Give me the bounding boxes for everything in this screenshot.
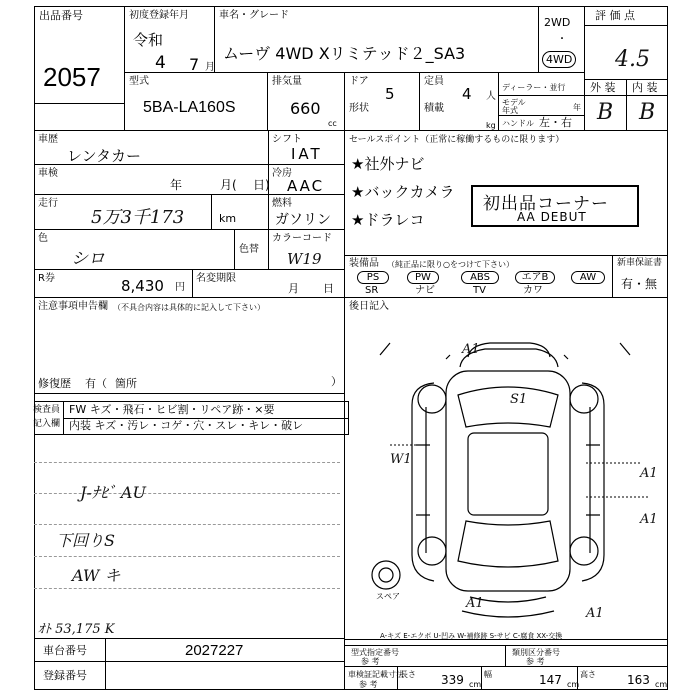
inspection-month: 月( <box>220 178 237 192</box>
model-box <box>124 72 268 131</box>
designation-ref: 参 考 <box>361 657 380 666</box>
warranty-box <box>612 255 668 298</box>
handwritten-note-2: 下回りS <box>56 531 115 550</box>
drive-dot: ・ <box>557 34 567 45</box>
diagram-mark-5: A1 <box>640 512 658 527</box>
lot-box <box>34 6 125 104</box>
repair-value: 有（ <box>85 377 107 390</box>
first-reg-box <box>124 6 215 73</box>
handle-value: 左・右 <box>539 116 572 129</box>
sales-points-label: セールスポイント（正常に稼働するものに限ります） <box>349 135 565 145</box>
reg-year: 4 <box>155 53 166 73</box>
equipment-sub: （純正品に限り○をつけて下さい） <box>387 260 514 269</box>
warranty-value: 有・無 <box>621 277 658 291</box>
length-label: 長さ <box>400 670 416 679</box>
sales-point-1: ★社外ナビ <box>351 155 425 173</box>
lot-number: 2057 <box>43 62 101 92</box>
repair-suffix: 箇所 <box>115 377 137 390</box>
repair-label: 修復歴 <box>38 377 71 390</box>
mileage-label: 走行 <box>38 198 58 209</box>
inspection-year: 年 <box>170 178 183 192</box>
size-ref: 参 考 <box>359 680 378 689</box>
color-box <box>34 229 235 270</box>
height-unit: cm <box>655 680 668 689</box>
equip-tv: TV <box>473 285 486 296</box>
displacement-label: 排気量 <box>272 76 302 87</box>
inspector-box <box>34 401 349 435</box>
handwritten-note-4: ｵﾄ 53,175 K <box>38 622 115 637</box>
diagram-mark-6: A1 <box>466 596 484 611</box>
model-label: 型式 <box>129 76 149 87</box>
equip-navi: ナビ <box>415 285 435 296</box>
exterior-box <box>584 79 627 131</box>
recycle-unit: 円 <box>175 282 185 293</box>
interior-score: B <box>639 100 656 125</box>
size-box <box>344 666 668 690</box>
handwritten-note-3: AW キ <box>72 566 121 585</box>
inspection-box <box>34 164 269 195</box>
width-value: 147 <box>539 673 562 687</box>
doors-label: ドア <box>349 76 369 87</box>
doors-value: 5 <box>385 85 395 103</box>
inspector-row1: FW キズ・飛石・ヒビ割・リペア跡・×要 <box>69 403 275 416</box>
exterior-score: B <box>597 100 614 125</box>
shape-label: 形状 <box>349 103 369 114</box>
interior-box <box>626 79 668 131</box>
history-label: 車歴 <box>38 134 58 145</box>
model-year-label: モデル <box>502 98 526 107</box>
debut-corner <box>471 185 639 227</box>
recycle-label: R券 <box>38 273 55 284</box>
size-label: 車検証記載寸法 <box>348 670 404 679</box>
notes-sub: （不具合内容は具体的に記入して下さい） <box>113 303 265 312</box>
dealer-label: ディーラー・並行 <box>502 83 566 92</box>
displacement-unit: cc <box>328 119 337 128</box>
load-unit: kg <box>486 121 496 130</box>
reg-month: 7 <box>189 55 200 74</box>
shift-label: シフト <box>272 134 302 145</box>
fuel-value: ガソリン <box>275 212 331 228</box>
drive-box <box>538 6 585 73</box>
capacity-value: 4 <box>462 85 472 103</box>
score-value: 4.5 <box>615 47 650 72</box>
diagram-label: 後日記入 <box>349 301 389 312</box>
sales-point-2: ★バックカメラ <box>351 183 455 201</box>
designation-label: 型式指定番号 <box>351 648 399 657</box>
chassis-label: 車台番号 <box>43 644 87 657</box>
equip-sr: SR <box>365 285 379 296</box>
history-box <box>34 130 269 165</box>
recycle-box <box>34 269 193 298</box>
diagram-mark-2: S1 <box>510 392 528 407</box>
chassis-box <box>34 638 345 662</box>
load-label: 積載 <box>424 103 444 114</box>
notes-box <box>34 297 345 394</box>
history-value: レンタカー <box>67 147 142 165</box>
equipment-label: 装備品 <box>349 258 379 269</box>
chassis-value: 2027227 <box>185 642 244 659</box>
recolor-box <box>234 229 269 270</box>
height-value: 163 <box>627 673 650 687</box>
ac-value: AAC <box>287 177 325 195</box>
car-diagram <box>350 315 662 637</box>
diagram-mark-4: A1 <box>640 466 658 481</box>
era: 令和 <box>133 31 164 49</box>
equip-aw: AW <box>571 271 605 284</box>
equip-pw: PW <box>407 271 439 284</box>
length-value: 339 <box>441 673 464 687</box>
dealer-box <box>498 72 585 131</box>
mileage-unit: km <box>219 212 237 225</box>
drive-2wd: 2WD <box>544 16 571 29</box>
sales-points-box <box>344 130 668 256</box>
name-change-box <box>192 269 345 298</box>
capacity-box <box>419 72 499 131</box>
debut-title: 初出品コーナー <box>483 194 609 214</box>
diagram-mark-3: W1 <box>390 452 412 467</box>
model-value: 5BA-LA160S <box>143 99 236 116</box>
height-label: 高さ <box>580 670 596 679</box>
displacement-value: 660 <box>290 99 321 118</box>
equip-airbag: エアB <box>515 271 555 284</box>
inspector-label: 検査員 <box>33 405 61 415</box>
car-name-box <box>214 6 539 73</box>
fuel-label: 燃料 <box>272 198 292 209</box>
equipment-box <box>344 255 613 298</box>
sales-point-3: ★ドラレコ <box>351 211 425 229</box>
drive-4wd: 4WD <box>542 51 576 68</box>
ac-box <box>268 164 345 195</box>
car-name-label: 車名・グレード <box>219 10 289 21</box>
inspector-label2: 記入欄 <box>33 419 61 429</box>
equip-leather: カワ <box>523 285 543 296</box>
doors-box <box>344 72 420 131</box>
capacity-label: 定員 <box>424 76 444 87</box>
designation-box <box>344 645 506 667</box>
score-box <box>584 6 668 80</box>
shift-box <box>268 130 345 165</box>
model-year-unit: 年 <box>573 103 581 112</box>
mileage-box <box>34 194 269 230</box>
classification-box <box>505 645 668 667</box>
recycle-value: 8,430 <box>121 277 164 295</box>
color-code-value: W19 <box>287 250 322 268</box>
classification-label: 類別区分番号 <box>512 648 560 657</box>
reg-month-unit: 月 <box>205 62 215 73</box>
equip-abs: ABS <box>461 271 499 284</box>
registration-label: 登録番号 <box>43 669 87 682</box>
classification-ref: 参 考 <box>526 657 545 666</box>
handle-label: ハンドル <box>502 119 534 128</box>
ac-label: 冷房 <box>272 168 292 179</box>
inspection-day: 日) <box>253 178 270 192</box>
width-label: 幅 <box>484 670 492 679</box>
name-change-label: 名変期限 <box>196 273 236 284</box>
name-change-day: 日 <box>323 282 334 295</box>
model-year-suffix: 年式 <box>502 106 518 115</box>
diagram-mark-1: A1 <box>462 342 480 357</box>
capacity-unit: 人 <box>486 91 496 102</box>
score-label: 評 価 点 <box>595 9 635 22</box>
interior-label: 内 装 <box>632 81 658 94</box>
diagram-mark-7: A1 <box>586 606 604 621</box>
equip-ps: PS <box>357 271 389 284</box>
shift-value: IAT <box>291 145 323 163</box>
notes-label: 注意事項申告欄 <box>38 301 108 312</box>
width-unit: cm <box>567 680 580 689</box>
fuel-box <box>268 194 345 230</box>
spare-label: スペア <box>376 592 400 601</box>
warranty-label: 新車保証書 <box>617 258 663 268</box>
registration-box <box>34 661 345 690</box>
exterior-label: 外 装 <box>590 81 616 94</box>
recolor-label: 色替 <box>239 244 259 255</box>
car-name-value: ムーヴ 4WD Xリミテッド２_SA3 <box>223 44 466 63</box>
lot-label: 出品番号 <box>39 9 83 22</box>
length-unit: cm <box>469 680 482 689</box>
debut-sub: AA DEBUT <box>517 210 587 224</box>
repair-close: ） <box>331 375 342 388</box>
inspector-row2: 内装 キズ・汚レ・コゲ・穴・スレ・キレ・破レ <box>69 419 304 432</box>
color-value: シロ <box>71 249 105 269</box>
inspection-label: 車検 <box>38 168 58 179</box>
damage-legend: A-キズ E-エクボ U-凹み W-補修跡 S-サビ C-腐食 XX-交換 <box>380 632 563 640</box>
color-code-box <box>268 229 345 270</box>
displacement-box <box>267 72 345 131</box>
first-reg-label: 初度登録年月 <box>129 10 189 21</box>
name-change-month: 月 <box>288 282 299 295</box>
color-code-label: カラーコード <box>272 233 332 244</box>
mileage-value: 5万3千173 <box>91 207 185 228</box>
color-label: 色 <box>38 233 48 244</box>
handwritten-note-1: J-ﾅﾋﾞ AU <box>80 483 146 502</box>
